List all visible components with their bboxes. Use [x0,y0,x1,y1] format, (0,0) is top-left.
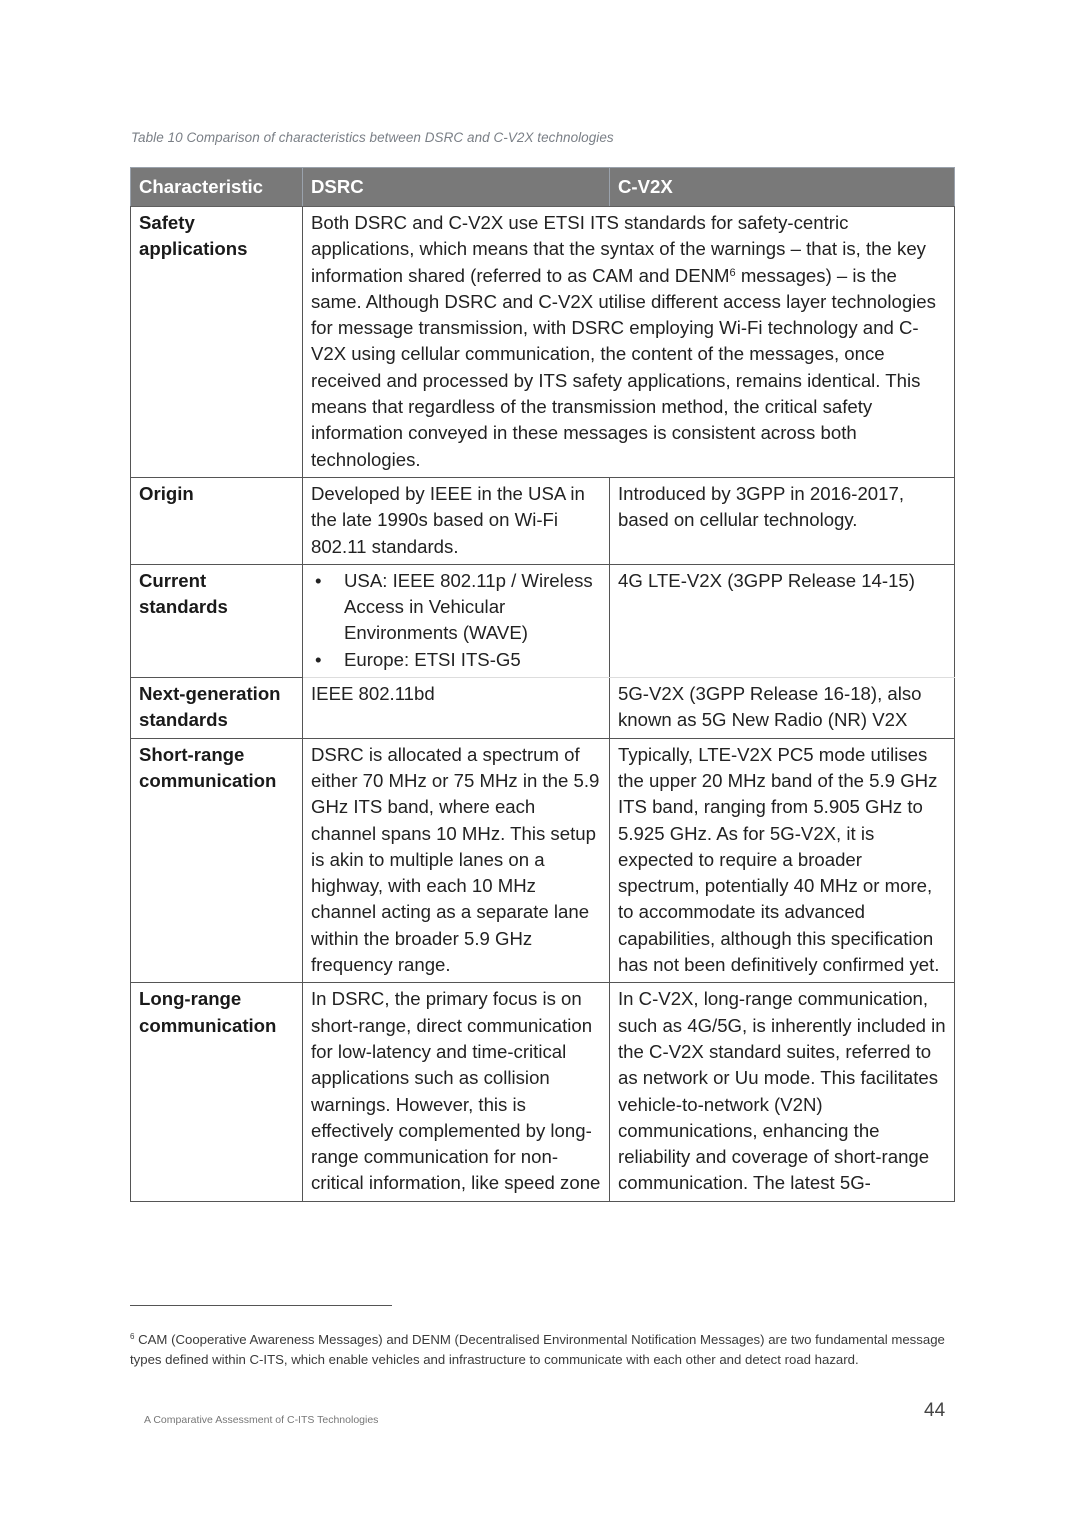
list-item-text: USA: IEEE 802.11p / Wireless Access in Vehicular Environments (WAVE) [344,569,593,644]
header-cv2x: C-V2X [610,168,955,207]
row-label: Current standards [131,564,303,677]
dsrc-cell: IEEE 802.11bd [303,678,610,739]
table-row [131,207,955,478]
page-number: 44 [924,1400,946,1421]
header-dsrc: DSRC [303,168,610,207]
footnote-text: CAM (Cooperative Awareness Messages) and DENM (Decentralised Environmental Notification Messages) are two fundamental message types defined within C-ITS, which enable vehicles and infrastructure to communicate with each other and detect road hazard. [130,1332,945,1367]
table-row [131,678,955,739]
list-item [311,647,602,673]
bullet-icon: • [315,648,322,670]
dsrc-cell: Developed by IEEE in the USA in the late 1990s based on Wi-Fi 802.11 standards. [303,477,610,564]
comparison-table [130,167,955,1202]
bullet-icon: • [315,569,322,591]
row-label: Short-range communication [131,738,303,983]
table-caption: Table 10 Comparison of characteristics between DSRC and C-V2X technologies [131,130,614,145]
cv2x-cell: 4G LTE-V2X (3GPP Release 14-15) [610,564,955,677]
row-label: Origin [131,477,303,564]
list-item [311,568,602,647]
row-label: Next-generation standards [131,678,303,739]
footnote [130,1330,950,1369]
merged-text-tail: messages) – is the same. Although DSRC and C-V2X utilise different access layer technologies for message transmission, with DSRC employing Wi-Fi technology and C-V2X using cellular communication, the content of the messages, once received and processed by ITS safety applications, remains identical. This means that regardless of the transmission method, the critical safety information conveyed in these messages is consistent across both technologies. [311,264,936,470]
dsrc-cell: DSRC is allocated a spectrum of either 70 MHz or 75 MHz in the 5.9 GHz ITS band, where each channel spans 10 MHz. This setup is akin to multiple lanes on a highway, with each 10 MHz channel acting as a separate lane within the broader 5.9 GHz frequency range. [303,738,610,983]
table-row [131,738,955,983]
dsrc-cell [303,564,610,677]
footnote-marker: 6 [130,1332,135,1341]
cv2x-cell: 5G-V2X (3GPP Release 16-18), also known as 5G New Radio (NR) V2X [610,678,955,739]
cv2x-cell: Introduced by 3GPP in 2016-2017, based on cellular technology. [610,477,955,564]
list-item-text: Europe: ETSI ITS-G5 [344,648,521,670]
bullet-list [311,568,602,673]
footer-document-title: A Comparative Assessment of C-ITS Technologies [144,1414,379,1426]
row-label: Safety applications [131,207,303,478]
table-header-row [131,168,955,207]
cv2x-cell: Typically, LTE-V2X PC5 mode utilises the upper 20 MHz band of the 5.9 GHz ITS band, ranging from 5.905 GHz to 5.925 GHz. As for 5G-V2X, it is expected to require a broader spectrum, potentially 40 MHz or more, to accommodate its advanced capabilities, although this specification has not been definitively confirmed yet. [610,738,955,983]
dsrc-cell: In DSRC, the primary focus is on short-range, direct communication for low-latency and time-critical applications such as collision warnings. However, this is effectively complemented by long-range communication for non-critical information, like speed zone [303,983,610,1201]
cv2x-cell: In C-V2X, long-range communication, such as 4G/5G, is inherently included in the C-V2X standard suites, referred to as network or Uu mode. This facilitates vehicle-to-network (V2N) communications, enhancing the reliability and coverage of short-range communication. The latest 5G- [610,983,955,1201]
row-label: Long-range communication [131,983,303,1201]
header-characteristic: Characteristic [131,168,303,207]
footnote-divider [130,1305,392,1306]
footnote-reference[interactable]: 6 [729,266,736,279]
table-row [131,983,955,1201]
table-row [131,477,955,564]
merged-cell [303,207,955,478]
merged-text: Both DSRC and C-V2X use ETSI ITS standards for safety-centric applications, which means that the syntax of the warnings – that is, the key information shared (referred to as CAM and DENM [311,212,926,286]
table-row [131,564,955,677]
